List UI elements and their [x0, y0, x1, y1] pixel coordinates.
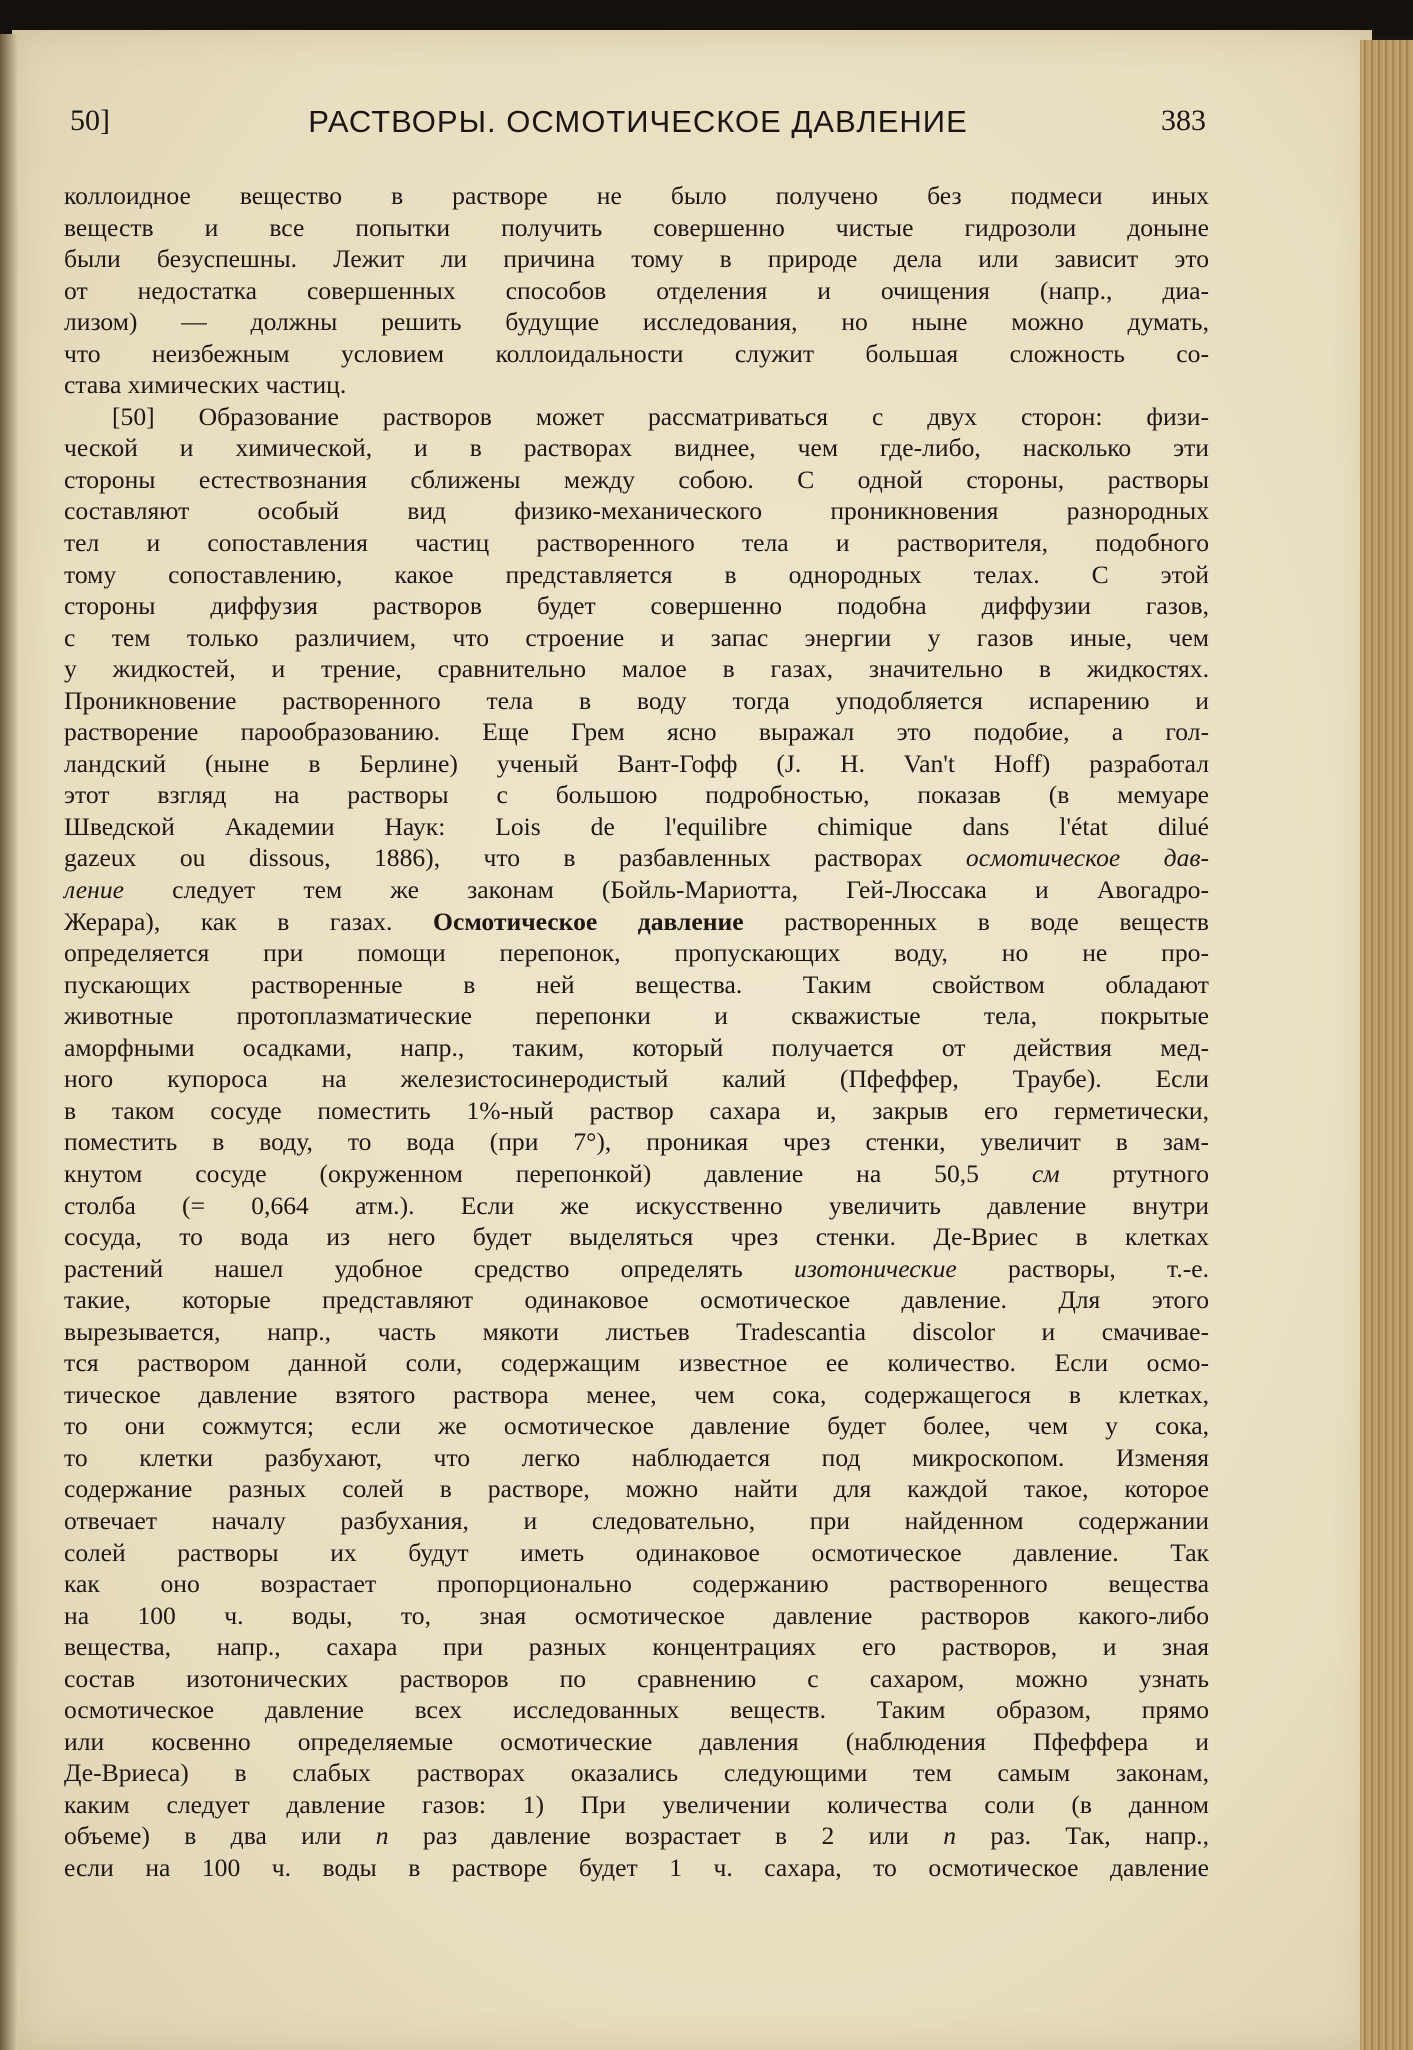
text-line: растворение парообразованию. Еще Грем ясно выражал это подобие, а гол- — [64, 717, 1209, 747]
text-line: тся раствором данной соли, содержащим известное ее количество. Если осмо- — [64, 1348, 1209, 1378]
text-line: на 100 ч. воды, то, зная осмотическое давление растворов какого-либо — [64, 1600, 1209, 1630]
italic-variable: n — [943, 1821, 956, 1851]
text-line: солей растворы их будут иметь одинаковое осмотическое давление. Так — [64, 1537, 1209, 1567]
text-run: объеме) в два или — [64, 1821, 342, 1851]
text-run: растворы, т.-е. — [1008, 1253, 1209, 1283]
text-line: Шведской Академии Наук: Lois de l'equilibre chimique dans l'état dilué — [64, 811, 1209, 841]
text-line: [50] Образование растворов может рассматриваться с двух сторон: физи- — [112, 401, 1209, 431]
text-line: у жидкостей, и трение, сравнительно малое в газах, значительно в жидкостях. — [64, 654, 1209, 684]
text-run: gazeux ou dissous, 1886), что в разбавленных растворах — [64, 843, 923, 873]
text-line: поместить в воду, то вода (при 7°), проникая чрез стенки, увеличит в зам- — [64, 1127, 1209, 1157]
text-line: осмотическое давление всех исследованных веществ. Таким образом, прямо — [64, 1695, 1209, 1725]
text-line: ного купороса на железистосинеродистый калий (Пфеффер, Траубе). Если — [64, 1064, 1209, 1094]
text-line: что неизбежным условием коллоидальности служит большая сложность со- — [64, 338, 1209, 368]
italic-term: изотонические — [794, 1253, 957, 1283]
text-line: отвечает началу разбухания, и следовательно, при найденном содержании — [64, 1505, 1209, 1535]
text-run: раз давление возрастает в 2 или — [422, 1821, 909, 1851]
page-title: РАСТВОРЫ. ОСМОТИЧЕСКОЕ ДАВЛЕНИЕ — [308, 104, 968, 139]
text-line: пускающих растворенные в ней вещества. Таким свойством обладают — [64, 969, 1209, 999]
text-run: кнутом сосуде (окруженном перепонкой) давление на 50,5 — [64, 1158, 979, 1188]
text-run: Жерара), как в газах. — [64, 906, 393, 936]
italic-term: осмотическое дав- — [965, 843, 1209, 873]
text-line: такие, которые представляют одинаковое осмотическое давление. Для этого — [64, 1285, 1209, 1315]
text-line: в таком сосуде поместить 1%-ный раствор сахара и, закрыв его герметически, — [64, 1095, 1209, 1125]
text-line: от недостатка совершенных способов отделения и очищения (напр., диа- — [64, 275, 1209, 305]
text-line: става химических частиц. — [64, 370, 347, 400]
body-text — [64, 180, 1209, 1884]
text-line: аморфными осадками, напр., таким, который получается от действия мед- — [64, 1032, 1209, 1062]
text-line: определяется при помощи перепонок, пропускающих воду, но не про- — [64, 938, 1209, 968]
italic-term: ление — [64, 875, 125, 905]
section-number: 50] — [70, 104, 110, 137]
text-line — [64, 1253, 1209, 1285]
text-line — [64, 1158, 1209, 1190]
scan-top-border — [0, 0, 1413, 34]
text-line: вещества, напр., сахара при разных концентрациях его растворов, и зная — [64, 1632, 1209, 1662]
text-line — [64, 842, 1209, 874]
text-line: вырезывается, напр., часть мякоти листьев Tradescantia discolor и смачивае- — [64, 1316, 1209, 1346]
text-line: стороны диффузия растворов будет совершенно подобна диффузии газов, — [64, 591, 1209, 621]
page-number: 383 — [1161, 104, 1206, 137]
italic-term: см — [1031, 1158, 1060, 1188]
text-line — [64, 1820, 1209, 1852]
page-edges — [1360, 40, 1413, 2050]
text-line: или косвенно определяемые осмотические давления (наблюдения Пфеффера и — [64, 1726, 1209, 1756]
text-line: тел и сопоставления частиц растворенного тела и растворителя, подобного — [64, 528, 1209, 558]
running-header — [70, 104, 1206, 148]
text-line: Проникновение растворенного тела в воду тогда уподобляется испарению и — [64, 685, 1209, 715]
text-line: как оно возрастает пропорционально содержанию растворенного вещества — [64, 1569, 1209, 1599]
text-line: столба (= 0,664 атм.). Если же искусственно увеличить давление внутри — [64, 1190, 1209, 1220]
text-line: содержание разных солей в растворе, можно найти для каждой такое, которое — [64, 1474, 1209, 1504]
text-line: коллоидное вещество в растворе не было получено без подмеси иных — [64, 181, 1209, 210]
text-run: ртутного — [1112, 1158, 1209, 1188]
text-line: Де-Вриеса) в слабых растворах оказались следующими тем самым законам, — [64, 1758, 1209, 1788]
text-line: составляют особый вид физико-механического проникновения разнородных — [64, 496, 1209, 526]
text-line: были безуспешны. Лежит ли причина тому в природе дела или зависит это — [64, 244, 1209, 274]
text-line: веществ и все попытки получить совершенно чистые гидрозоли доныне — [64, 212, 1209, 242]
text-line: то клетки разбухают, что легко наблюдается под микроскопом. Изменяя — [64, 1442, 1209, 1472]
bold-term: Осмотическое давление — [433, 906, 744, 936]
text-line: тическое давление взятого раствора менее, чем сока, содержащегося в клетках, — [64, 1379, 1209, 1409]
text-run: раз. Так, напр., — [990, 1821, 1209, 1851]
text-line: лизом) — должны решить будущие исследования, но ныне можно думать, — [64, 307, 1209, 337]
text-line — [64, 874, 1209, 906]
text-line: животные протоплазматические перепонки и скважистые тела, покрытые — [64, 1001, 1209, 1031]
text-line — [64, 906, 1209, 938]
text-line: тому сопоставлению, какое представляется в однородных телах. С этой — [64, 559, 1209, 589]
text-line: если на 100 ч. воды в растворе будет 1 ч. сахара, то осмотическое давление — [64, 1852, 1209, 1882]
text-line: ландский (ныне в Берлине) ученый Вант-Гофф (J. H. Van't Hoff) разработал — [64, 748, 1209, 778]
text-line: то они сожмутся; если же осмотическое давление будет более, чем у сока, — [64, 1411, 1209, 1441]
text-line: сосуда, то вода из него будет выделяться чрез стенки. Де-Вриес в клетках — [64, 1222, 1209, 1252]
text-run: растворенных в воде веществ — [784, 906, 1209, 936]
text-line: состав изотонических растворов по сравнению с сахаром, можно узнать — [64, 1663, 1209, 1693]
page-gutter-shadow — [0, 34, 18, 2050]
text-run: растений нашел удобное средство определять — [64, 1253, 743, 1283]
text-line: стороны естествознания сближены между собою. С одной стороны, растворы — [64, 464, 1209, 494]
text-line: с тем только различием, что строение и запас энергии у газов иные, чем — [64, 622, 1209, 652]
text-line: этот взгляд на растворы с большою подробностью, показав (в мемуаре — [64, 780, 1209, 810]
text-run: следует тем же законам (Бойль-Мариотта, Гей-Люссака и Авогадро- — [172, 875, 1210, 905]
text-line: ческой и химической, и в растворах виднее, чем где-либо, насколько эти — [64, 433, 1209, 463]
text-line: каким следует давление газов: 1) При увеличении количества соли (в данном — [64, 1789, 1209, 1819]
italic-variable: n — [375, 1821, 389, 1851]
